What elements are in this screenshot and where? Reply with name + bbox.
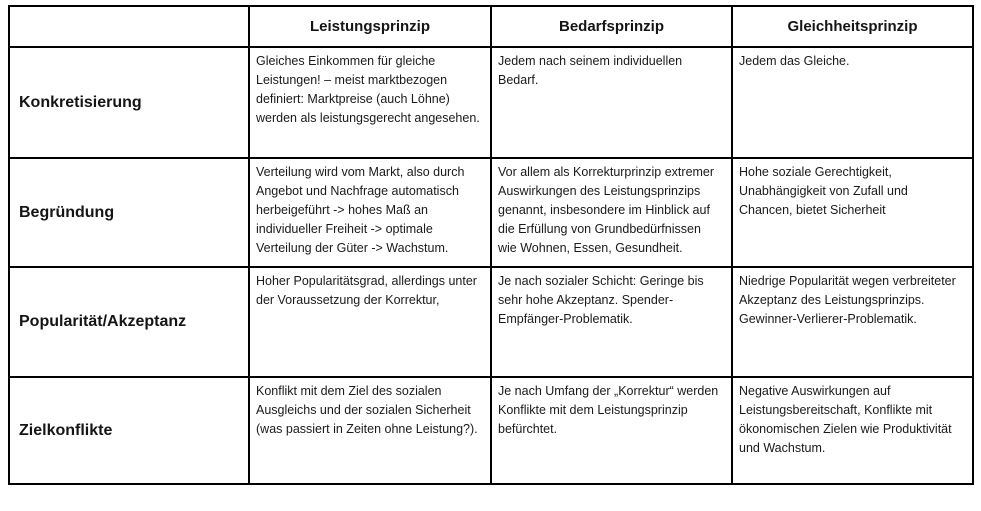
corner-cell [9,6,249,47]
cell-zielkonflikte-leistungsprinzip: Konflikt mit dem Ziel des sozialen Ausgleichs und der sozialen Sicherheit (was passiert in Zeiten ohne Leistung?). [249,377,491,484]
cell-popularitaet-leistungsprinzip: Hoher Popularitätsgrad, allerdings unter der Voraussetzung der Korrektur, [249,267,491,377]
cell-popularitaet-gleichheitsprinzip: Niedrige Popularität wegen verbreiteter Akzeptanz des Leistungsprinzips. Gewinner-Verlierer-Problematik. [732,267,973,377]
row-label-begruendung: Begründung [9,158,249,267]
cell-begruendung-bedarfsprinzip: Vor allem als Korrekturprinzip extremer Auswirkungen des Leistungsprinzips genannt, insbesondere im Hinblick auf die Erfüllung von Grundbedürfnissen wie Wohnen, Essen, Gesundheit. [491,158,732,267]
column-header-leistungsprinzip: Leistungsprinzip [249,6,491,47]
row-label-zielkonflikte: Zielkonflikte [9,377,249,484]
table-row-begruendung [9,158,973,267]
table-row-konkretisierung [9,47,973,158]
table-row-popularitaet-akzeptanz [9,267,973,377]
row-label-konkretisierung: Konkretisierung [9,47,249,158]
cell-konkretisierung-bedarfsprinzip: Jedem nach seinem individuellen Bedarf. [491,47,732,158]
cell-konkretisierung-gleichheitsprinzip: Jedem das Gleiche. [732,47,973,158]
column-header-gleichheitsprinzip: Gleichheitsprinzip [732,6,973,47]
cell-begruendung-leistungsprinzip: Verteilung wird vom Markt, also durch Angebot und Nachfrage automatisch herbeigeführt -> hohes Maß an individueller Freiheit -> optimale Verteilung der Güter -> Wachstum. [249,158,491,267]
header-row [9,6,973,47]
cell-popularitaet-bedarfsprinzip: Je nach sozialer Schicht: Geringe bis sehr hohe Akzeptanz. Spender-Empfänger-Problematik. [491,267,732,377]
row-label-popularitaet-akzeptanz: Popularität/Akzeptanz [9,267,249,377]
cell-konkretisierung-leistungsprinzip: Gleiches Einkommen für gleiche Leistungen! – meist marktbezogen definiert: Marktpreise (auch Löhne) werden als leistungsgerecht angesehen. [249,47,491,158]
table-row-zielkonflikte [9,377,973,484]
column-header-bedarfsprinzip: Bedarfsprinzip [491,6,732,47]
principles-comparison-table [8,5,974,485]
cell-zielkonflikte-gleichheitsprinzip: Negative Auswirkungen auf Leistungsbereitschaft, Konflikte mit ökonomischen Zielen wie Produktivität und Wachstum. [732,377,973,484]
cell-begruendung-gleichheitsprinzip: Hohe soziale Gerechtigkeit, Unabhängigkeit von Zufall und Chancen, bietet Sicherheit [732,158,973,267]
cell-zielkonflikte-bedarfsprinzip: Je nach Umfang der „Korrektur“ werden Konflikte mit dem Leistungsprinzip befürchtet. [491,377,732,484]
